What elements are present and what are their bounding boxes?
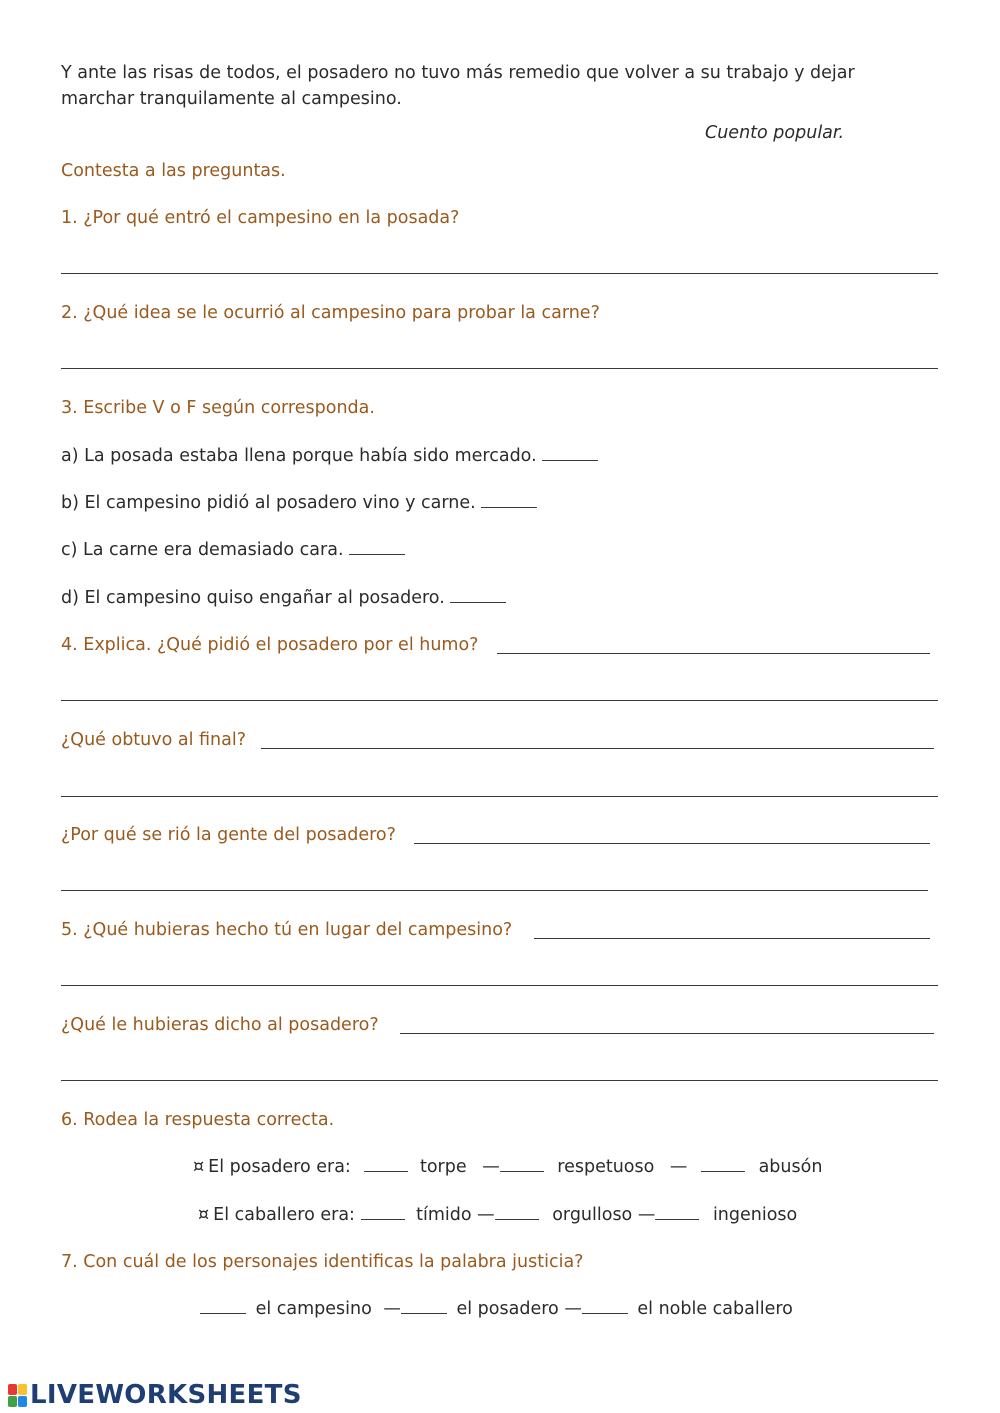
choice-blank[interactable] [655,1218,699,1220]
answer-line-q4-inline[interactable] [497,653,930,654]
vf-item-c [61,540,405,561]
choice-blank[interactable] [364,1170,408,1172]
choice-row-label: El caballero era: [213,1205,355,1225]
separator-dash: — [669,1157,688,1177]
logo-text: LIVEWORKSHEETS [30,1380,302,1410]
question-6: 6. Rodea la respuesta correcta. [61,1110,335,1130]
logo-block [8,1384,17,1395]
vf-item-text: c) La carne era demasiado cara. [61,540,344,560]
separator-dash: — [477,1205,495,1225]
choice-option[interactable]: el campesino [255,1299,372,1319]
choice-row-posadero [193,1157,822,1178]
vf-answer-blank[interactable] [450,601,506,603]
story-source: Cuento popular. [705,123,845,143]
question-3: 3. Escribe V o F según corresponda. [61,398,375,418]
vf-item-text: d) El campesino quiso engañar al posadero. [61,588,445,608]
choice-blank[interactable] [361,1218,405,1220]
logo-block [18,1396,27,1407]
answer-line-q4-sub1-inline[interactable] [261,748,934,749]
vf-answer-blank[interactable] [349,553,405,555]
question-4: 4. Explica. ¿Qué pidió el posadero por el humo? [61,635,479,655]
separator-dash: — [482,1157,500,1177]
choice-blank[interactable] [582,1312,628,1314]
answer-line-q4[interactable] [61,700,938,701]
answer-line-q5-sub1[interactable] [61,1080,938,1081]
vf-item-d [61,588,506,609]
separator-dash: — [383,1299,401,1319]
intro-paragraph: Y ante las risas de todos, el posadero no tuvo más remedio que volver a su trabajo y dejar marchar tranquilamente al campesino. [61,63,855,109]
question-5: 5. ¿Qué hubieras hecho tú en lugar del campesino? [61,920,513,940]
answer-line-q1[interactable] [61,273,938,274]
bullet-icon: ¤ [198,1205,210,1225]
question-7: 7. Con cuál de los personajes identificas la palabra justicia? [61,1252,584,1272]
answer-line-q4-sub1[interactable] [61,796,938,797]
logo-block [8,1396,17,1407]
answer-line-q2[interactable] [61,368,938,369]
choice-blank[interactable] [495,1218,539,1220]
question-5-sub1: ¿Qué le hubieras dicho al posadero? [61,1015,379,1035]
vf-answer-blank[interactable] [542,459,598,461]
instruction-heading: Contesta a las preguntas. [61,161,286,181]
choice-row-justicia [200,1299,793,1320]
choice-blank[interactable] [200,1312,246,1314]
choice-blank[interactable] [701,1170,745,1172]
choice-option[interactable]: abusón [758,1157,823,1177]
choice-option[interactable]: tímido [416,1205,472,1225]
choice-option[interactable]: torpe [419,1157,467,1177]
question-2: 2. ¿Qué idea se le ocurrió al campesino para probar la carne? [61,303,600,323]
vf-answer-blank[interactable] [481,506,537,508]
answer-line-q4-sub2[interactable] [61,890,928,891]
choice-row-label: El posadero era: [208,1157,351,1177]
question-4-sub1: ¿Qué obtuvo al final? [61,730,247,750]
choice-blank[interactable] [401,1312,447,1314]
answer-line-q5-inline[interactable] [534,938,930,939]
separator-dash: — [637,1205,656,1225]
logo-block [18,1384,27,1395]
choice-row-caballero [198,1205,797,1226]
question-4-sub2: ¿Por qué se rió la gente del posadero? [61,825,396,845]
choice-option[interactable]: respetuoso [557,1157,655,1177]
choice-option[interactable]: el noble caballero [637,1299,793,1319]
separator-dash: — [564,1299,582,1319]
logo-blocks-icon [8,1384,27,1407]
choice-option[interactable]: el posadero [456,1299,559,1319]
choice-option[interactable]: ingenioso [712,1205,798,1225]
vf-item-text: b) El campesino pidió al posadero vino y carne. [61,493,476,513]
bullet-icon: ¤ [193,1157,205,1177]
question-1: 1. ¿Por qué entró el campesino en la posada? [61,208,460,228]
answer-line-q4-sub2-inline[interactable] [414,843,930,844]
answer-line-q5[interactable] [61,985,938,986]
vf-item-b [61,493,537,514]
vf-item-a [61,446,598,467]
answer-line-q5-sub1-inline[interactable] [400,1033,934,1034]
choice-blank[interactable] [500,1170,544,1172]
liveworksheets-logo [8,1381,302,1409]
vf-item-text: a) La posada estaba llena porque había sido mercado. [61,446,537,466]
choice-option[interactable]: orgulloso [552,1205,633,1225]
